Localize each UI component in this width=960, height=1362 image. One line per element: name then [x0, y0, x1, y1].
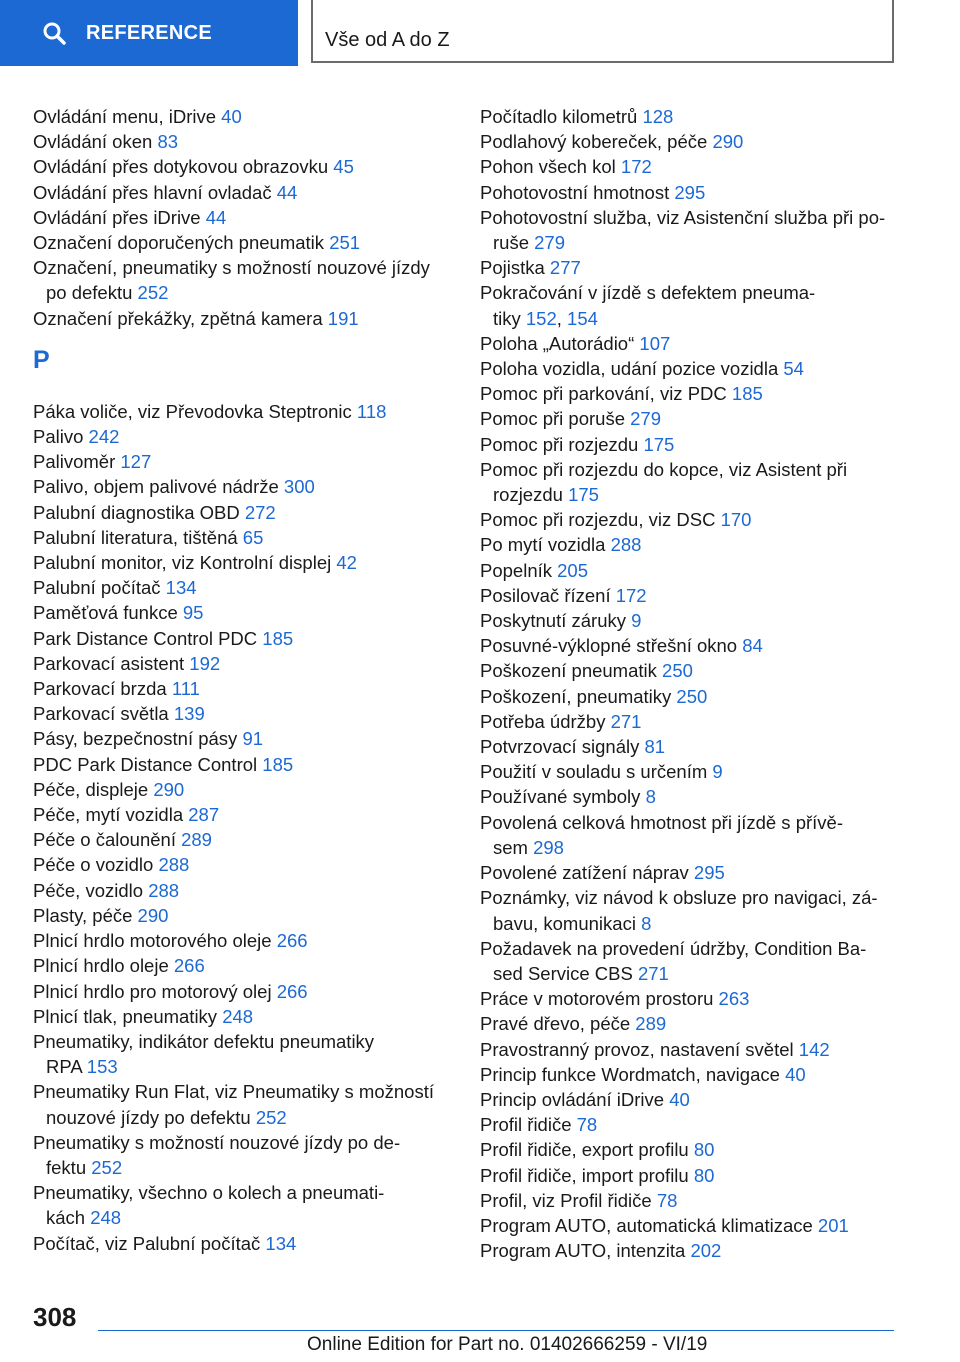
footer-divider [98, 1330, 894, 1331]
index-entry-text: Podlahový kobereček, péče [480, 131, 713, 153]
index-entry-text: Používané symboly [480, 786, 646, 808]
index-entry-text: Program AUTO, intenzita [480, 1240, 691, 1262]
page-link[interactable]: 134 [265, 1232, 297, 1254]
page-link[interactable]: 295 [674, 181, 706, 203]
index-entry-text: Péče, displeje [33, 778, 154, 800]
index-entry [480, 180, 900, 205]
index-entry [480, 457, 900, 507]
index-entry [480, 1112, 900, 1137]
page-link[interactable]: 279 [630, 408, 661, 430]
index-entry-text: fektu [46, 1156, 92, 1178]
index-entry-text: Parkovací asistent [33, 652, 190, 674]
index-entry-text: Park Distance Control PDC [33, 627, 263, 649]
page-link[interactable]: 266 [276, 930, 308, 952]
index-entry [33, 600, 453, 625]
index-entry [480, 129, 900, 154]
index-entry [33, 802, 453, 827]
index-entry [480, 532, 900, 557]
index-entry-text: Označení, pneumatiky s možností nouzové jízdy [33, 257, 430, 279]
index-entry [33, 701, 453, 726]
page-link[interactable]: 128 [642, 106, 674, 127]
page-link[interactable]: 40 [221, 106, 242, 127]
index-entry-text: Pomoc při rozjezdu do kopce, viz Asistent při [480, 458, 848, 480]
index-entry-text: Pneumatiky, všechno o kolech a pneumati‐ [33, 1182, 385, 1204]
index-entry-text: Profil řidiče, import profilu [480, 1164, 694, 1186]
index-entry-text: Palivoměr [33, 451, 121, 473]
page-link[interactable]: 288 [158, 854, 190, 876]
index-entry-text: Pneumatiky Run Flat, viz Pneumatiky s možností [33, 1081, 434, 1103]
index-entry [33, 255, 453, 305]
index-entry-text: Pravostranný provoz, nastavení světel [480, 1038, 799, 1060]
page-link[interactable]: 242 [88, 426, 120, 448]
index-entry-text: Parkovací světla [33, 703, 174, 725]
page-link[interactable]: 9 [712, 761, 723, 783]
index-entry-text: Plnicí hrdlo motorového oleje [33, 930, 277, 952]
page-link[interactable]: 289 [635, 1013, 667, 1035]
index-entry-text: Pneumatiky s možností nouzové jízdy po de‐ [33, 1131, 401, 1153]
index-entry [480, 1011, 900, 1036]
index-entry [480, 255, 900, 280]
index-entry [33, 525, 453, 550]
index-entry-text: Potřeba údržby [480, 710, 611, 732]
index-entry [33, 928, 453, 953]
page-link[interactable]: 170 [720, 509, 752, 531]
index-entry [33, 777, 453, 802]
index-entry-text: Pásy, bezpečnostní pásy [33, 728, 243, 750]
page-link[interactable]: 153 [86, 1056, 118, 1078]
page-link[interactable]: 118 [356, 400, 387, 422]
index-entry [480, 810, 900, 860]
section-title: Vše od A do Z [325, 29, 450, 51]
page-link[interactable]: 248 [222, 1005, 254, 1027]
page-link[interactable]: 95 [182, 602, 204, 624]
index-entry-text: Pravé dřevo, péče [480, 1013, 636, 1035]
reference-label: REFERENCE [86, 21, 213, 44]
index-entry-text: Poskytnutí záruky [480, 610, 632, 632]
index-entry [33, 399, 453, 424]
page-link[interactable]: 127 [120, 451, 152, 473]
index-entry [480, 356, 900, 381]
index-entry [33, 1180, 453, 1230]
page-link[interactable]: 81 [644, 736, 666, 758]
index-entry [33, 500, 453, 525]
index-entry-text: Poloha „Autorádio“ [480, 332, 640, 354]
index-entry-text: Pojistka [480, 257, 550, 279]
index-entry [480, 1087, 900, 1112]
index-entry-text: Pohon všech kol [480, 156, 621, 178]
index-entry [480, 558, 900, 583]
index-entry-text: Poškození, pneumatiky [480, 685, 677, 707]
index-entry [480, 583, 900, 608]
index-entry-text: RPA [46, 1056, 87, 1078]
index-entry-text: Poloha vozidla, udání pozice vozidla [480, 358, 784, 380]
index-entry [480, 1213, 900, 1238]
index-entry: Pokračování v jízdě s defektem pneuma‐ tiky 152, 154 [480, 282, 816, 329]
index-entry-text: Palubní literatura, tištěná [33, 526, 243, 548]
index-entry-text: Pomoc při parkování, viz PDC [480, 383, 732, 405]
index-entry-text: kách [46, 1207, 91, 1229]
index-entry [33, 626, 453, 651]
index-entry [33, 1079, 453, 1129]
page-link[interactable]: 152 [525, 307, 557, 329]
page-link[interactable]: 192 [189, 652, 221, 674]
page-link[interactable]: 279 [534, 232, 566, 254]
index-entry-text: Ovládání přes hlavní ovladač [33, 181, 277, 203]
index-entry-text: Palubní diagnostika OBD [33, 501, 245, 523]
page-link[interactable]: 290 [153, 778, 185, 800]
index-entry [480, 658, 900, 683]
page-link[interactable]: 290 [712, 131, 744, 153]
index-entry [480, 633, 900, 658]
index-column-right [480, 104, 900, 1263]
page-link[interactable]: 266 [276, 980, 308, 1002]
index-entry [33, 575, 453, 600]
index-entry [480, 860, 900, 885]
page-link[interactable]: 266 [173, 955, 205, 977]
index-entry [480, 507, 900, 532]
index-entry [33, 449, 453, 474]
index-entry [33, 154, 453, 179]
index-entry [480, 1238, 900, 1263]
page-link[interactable]: 9 [631, 610, 642, 632]
index-entry [33, 903, 453, 928]
index-entry-text: bavu, komunikaci [493, 912, 642, 934]
page-link[interactable]: 288 [610, 534, 642, 556]
index-entry-text: Pomoc při poruše [480, 408, 631, 430]
index-entry-text: Péče, mytí vozidla [33, 804, 189, 826]
page-link[interactable]: 45 [333, 156, 354, 178]
index-entry-text: Péče o čalounění [33, 829, 182, 851]
page-link[interactable]: 185 [262, 753, 294, 775]
page-link[interactable]: 295 [693, 862, 725, 884]
index-entry-text: Péče o vozidlo [33, 854, 159, 876]
index-entry [33, 180, 453, 205]
page-link[interactable]: 83 [157, 131, 179, 153]
page-link[interactable]: 54 [783, 358, 804, 380]
index-entry [480, 986, 900, 1011]
page-link[interactable]: 42 [336, 552, 357, 574]
index-entry-text: nouzové jízdy po defektu [46, 1106, 256, 1128]
index-entry-text: Paměťová funkce [33, 602, 183, 624]
index-entry [33, 550, 453, 575]
index-entry-text: Plnicí hrdlo oleje [33, 955, 174, 977]
index-entry-text: Pomoc při rozjezdu, viz DSC [480, 509, 721, 531]
index-entry [33, 878, 453, 903]
index-entry-text: Palubní počítač [33, 577, 166, 599]
index-entry-text: Ovládání přes dotykovou obrazovku [33, 156, 334, 178]
index-entry [480, 608, 900, 633]
index-entry [33, 726, 453, 751]
page-link[interactable]: 172 [615, 584, 647, 606]
page-link[interactable]: 154 [567, 307, 598, 329]
index-entry-text: Požadavek na provedení údržby, Condition Ba‐ [480, 937, 867, 959]
index-entry [480, 432, 900, 457]
page-link[interactable]: 44 [205, 206, 227, 228]
index-entry-text: Pohotovostní hmotnost [480, 181, 675, 203]
index-entry [480, 104, 900, 129]
page-link[interactable]: 271 [637, 962, 669, 984]
index-entry-text: Princip ovládání iDrive [480, 1088, 670, 1110]
index-entry [33, 953, 453, 978]
index-entry-text: Počítadlo kilometrů [480, 106, 643, 127]
index-entry [33, 424, 453, 449]
index-entry-text: po defektu [46, 282, 138, 304]
index-entry-text: Palivo, objem palivové nádrže [33, 476, 284, 498]
page-link[interactable]: 78 [656, 1189, 678, 1211]
index-entry [480, 1163, 900, 1188]
section-title-box [311, 0, 894, 63]
index-entry-text: Palubní monitor, viz Kontrolní displej [33, 552, 337, 574]
index-entry-text: Posilovač řízení [480, 584, 616, 606]
index-entry-text: Péče, vozidlo [33, 879, 149, 901]
page-link[interactable]: 80 [693, 1164, 715, 1186]
page-link[interactable]: 91 [242, 728, 264, 750]
index-entry [480, 1137, 900, 1162]
index-column-left [33, 104, 453, 1256]
index-entry [480, 154, 900, 179]
index-entry-text: Princip funkce Wordmatch, navigace [480, 1063, 786, 1085]
index-entry-text: Profil řidiče, export profilu [480, 1139, 694, 1161]
page-link[interactable]: 271 [610, 710, 642, 732]
reference-tab[interactable] [0, 0, 298, 66]
index-entry-text: Posuvné-výklopné střešní okno [480, 635, 743, 657]
index-entry [33, 129, 453, 154]
search-icon [42, 21, 66, 45]
index-entry [33, 676, 453, 701]
index-entry-text: Plasty, péče [33, 904, 138, 926]
index-entry-text: Počítač, viz Palubní počítač [33, 1232, 266, 1254]
index-entry-text: Použití v souladu s určením [480, 761, 713, 783]
page-link[interactable]: 263 [718, 988, 750, 1010]
page-link[interactable]: 251 [329, 232, 361, 254]
page-link[interactable]: 111 [171, 678, 200, 700]
page-link[interactable]: 80 [693, 1139, 715, 1161]
index-letter-heading: P [33, 345, 50, 374]
index-entry-text: Povolené zatížení náprav [480, 862, 694, 884]
index-entry-text: Poznámky, viz návod k obsluze pro navigaci, zá‐ [480, 887, 878, 909]
index-entry-text: Páka voliče, viz Převodovka Steptronic [33, 400, 357, 422]
index-entry-text: Popelník [480, 559, 558, 581]
index-entry [33, 230, 453, 255]
index-entry [480, 381, 900, 406]
index-entry [33, 979, 453, 1004]
page-link[interactable]: 8 [645, 786, 656, 808]
index-entry [33, 306, 453, 331]
page-link[interactable]: 40 [669, 1088, 690, 1110]
index-entry-text: Profil řidiče [480, 1114, 577, 1136]
index-entry-text: Pohotovostní služba, viz Asistenční služba při po‐ [480, 206, 886, 228]
index-entry-text: Pneumatiky, indikátor defektu pneumatiky [33, 1030, 375, 1052]
index-entry [480, 1188, 900, 1213]
page-link[interactable]: 139 [173, 703, 205, 725]
index-entry-text: Pomoc při rozjezdu [480, 433, 644, 455]
page-link[interactable]: 142 [798, 1038, 830, 1060]
index-entry-text: Pokračování v jízdě s defektem pneuma‐ [480, 282, 816, 304]
page-link[interactable]: 288 [148, 879, 180, 901]
index-entry-text: Ovládání menu, iDrive [33, 106, 222, 127]
page-link[interactable]: 8 [641, 912, 652, 934]
index-entry-text: Práce v motorovém prostoru [480, 988, 719, 1010]
index-entry [480, 759, 900, 784]
page-link[interactable]: 277 [549, 257, 581, 279]
index-entry [33, 752, 453, 777]
page-link[interactable]: 300 [283, 476, 315, 498]
index-entry [480, 1037, 900, 1062]
page-link[interactable]: 272 [244, 501, 276, 523]
index-entry [480, 684, 900, 709]
index-entry-text: PDC Park Distance Control [33, 753, 263, 775]
index-entry-text: Povolená celková hmotnost při jízdě s přívě‐ [480, 811, 843, 833]
index-entry [33, 1029, 453, 1079]
index-entry [33, 1231, 453, 1256]
page-link[interactable]: 78 [576, 1114, 598, 1136]
index-entry [480, 1062, 900, 1087]
index-entry-text: Plnicí tlak, pneumatiky [33, 1005, 223, 1027]
index-entry [480, 734, 900, 759]
page-link[interactable]: 250 [662, 660, 693, 682]
page-link[interactable]: 175 [568, 484, 599, 506]
index-entry-text: Ovládání přes iDrive [33, 206, 206, 228]
page-link[interactable]: 175 [643, 433, 675, 455]
index-entry [480, 205, 900, 255]
index-entry-text: Profil, viz Profil řidiče [480, 1189, 657, 1211]
page-link[interactable]: 252 [91, 1156, 123, 1178]
index-entry-text: sed Service CBS [493, 962, 638, 984]
index-entry [33, 852, 453, 877]
index-entry-text: Potvrzovací signály [480, 736, 645, 758]
index-entry [480, 406, 900, 431]
page-link[interactable]: 202 [690, 1240, 722, 1262]
page-link[interactable]: 134 [165, 577, 197, 599]
index-entry-text: Plnicí hrdlo pro motorový olej [33, 980, 277, 1002]
index-entry-text: rozjezdu [493, 484, 569, 506]
page-link[interactable]: 44 [276, 181, 298, 203]
index-entry-text: Označení překážky, zpětná kamera [33, 307, 328, 329]
index-entry-text: Poškození pneumatik [480, 660, 663, 682]
index-entry [33, 474, 453, 499]
footer-edition: Online Edition for Part no. 01402666259 - VI/19 [307, 1334, 708, 1355]
index-entry [33, 1130, 453, 1180]
page-link[interactable]: 107 [639, 332, 671, 354]
page-link[interactable]: 205 [557, 559, 589, 581]
index-entry-text: Parkovací brzda [33, 678, 172, 700]
page-link[interactable]: 40 [785, 1063, 806, 1085]
index-entry [480, 885, 900, 935]
index-entry [480, 936, 900, 986]
index-entry [33, 827, 453, 852]
page-link[interactable]: 290 [137, 904, 169, 926]
page-link[interactable]: 172 [620, 156, 652, 178]
page-link[interactable]: 185 [262, 627, 294, 649]
page-link[interactable]: 84 [742, 635, 763, 657]
index-entry [480, 784, 900, 809]
index-entry-text: ruše [493, 232, 535, 254]
index-entry [480, 331, 900, 356]
page-link[interactable]: 252 [137, 282, 169, 304]
index-entry-text: Ovládání oken [33, 131, 158, 153]
page-link[interactable]: 287 [188, 804, 220, 826]
page-link[interactable]: 252 [255, 1106, 287, 1128]
page-link[interactable]: 191 [327, 307, 359, 329]
index-entry [480, 709, 900, 734]
index-entry [33, 1004, 453, 1029]
index-entry-text: Po mytí vozidla [480, 534, 611, 556]
page-link[interactable]: 289 [181, 829, 212, 851]
page-link[interactable]: 65 [242, 526, 264, 548]
index-entry-text: sem [493, 836, 534, 858]
index-entry [33, 651, 453, 676]
page-number: 308 [33, 1302, 77, 1332]
index-entry [33, 104, 453, 129]
page-link[interactable]: 298 [533, 836, 564, 858]
index-entry-text: Program AUTO, automatická klimatizace [480, 1214, 818, 1236]
index-entry-text: tiky [493, 307, 526, 329]
page-link[interactable]: 185 [731, 383, 763, 405]
page-header [0, 0, 960, 66]
index-entry-text: Palivo [33, 426, 89, 448]
page-link[interactable]: 248 [90, 1207, 122, 1229]
page-link[interactable]: 250 [676, 685, 708, 707]
page-link[interactable]: 201 [817, 1214, 849, 1236]
index-entry [33, 205, 453, 230]
index-entry-text: Označení doporučených pneumatik [33, 232, 330, 254]
